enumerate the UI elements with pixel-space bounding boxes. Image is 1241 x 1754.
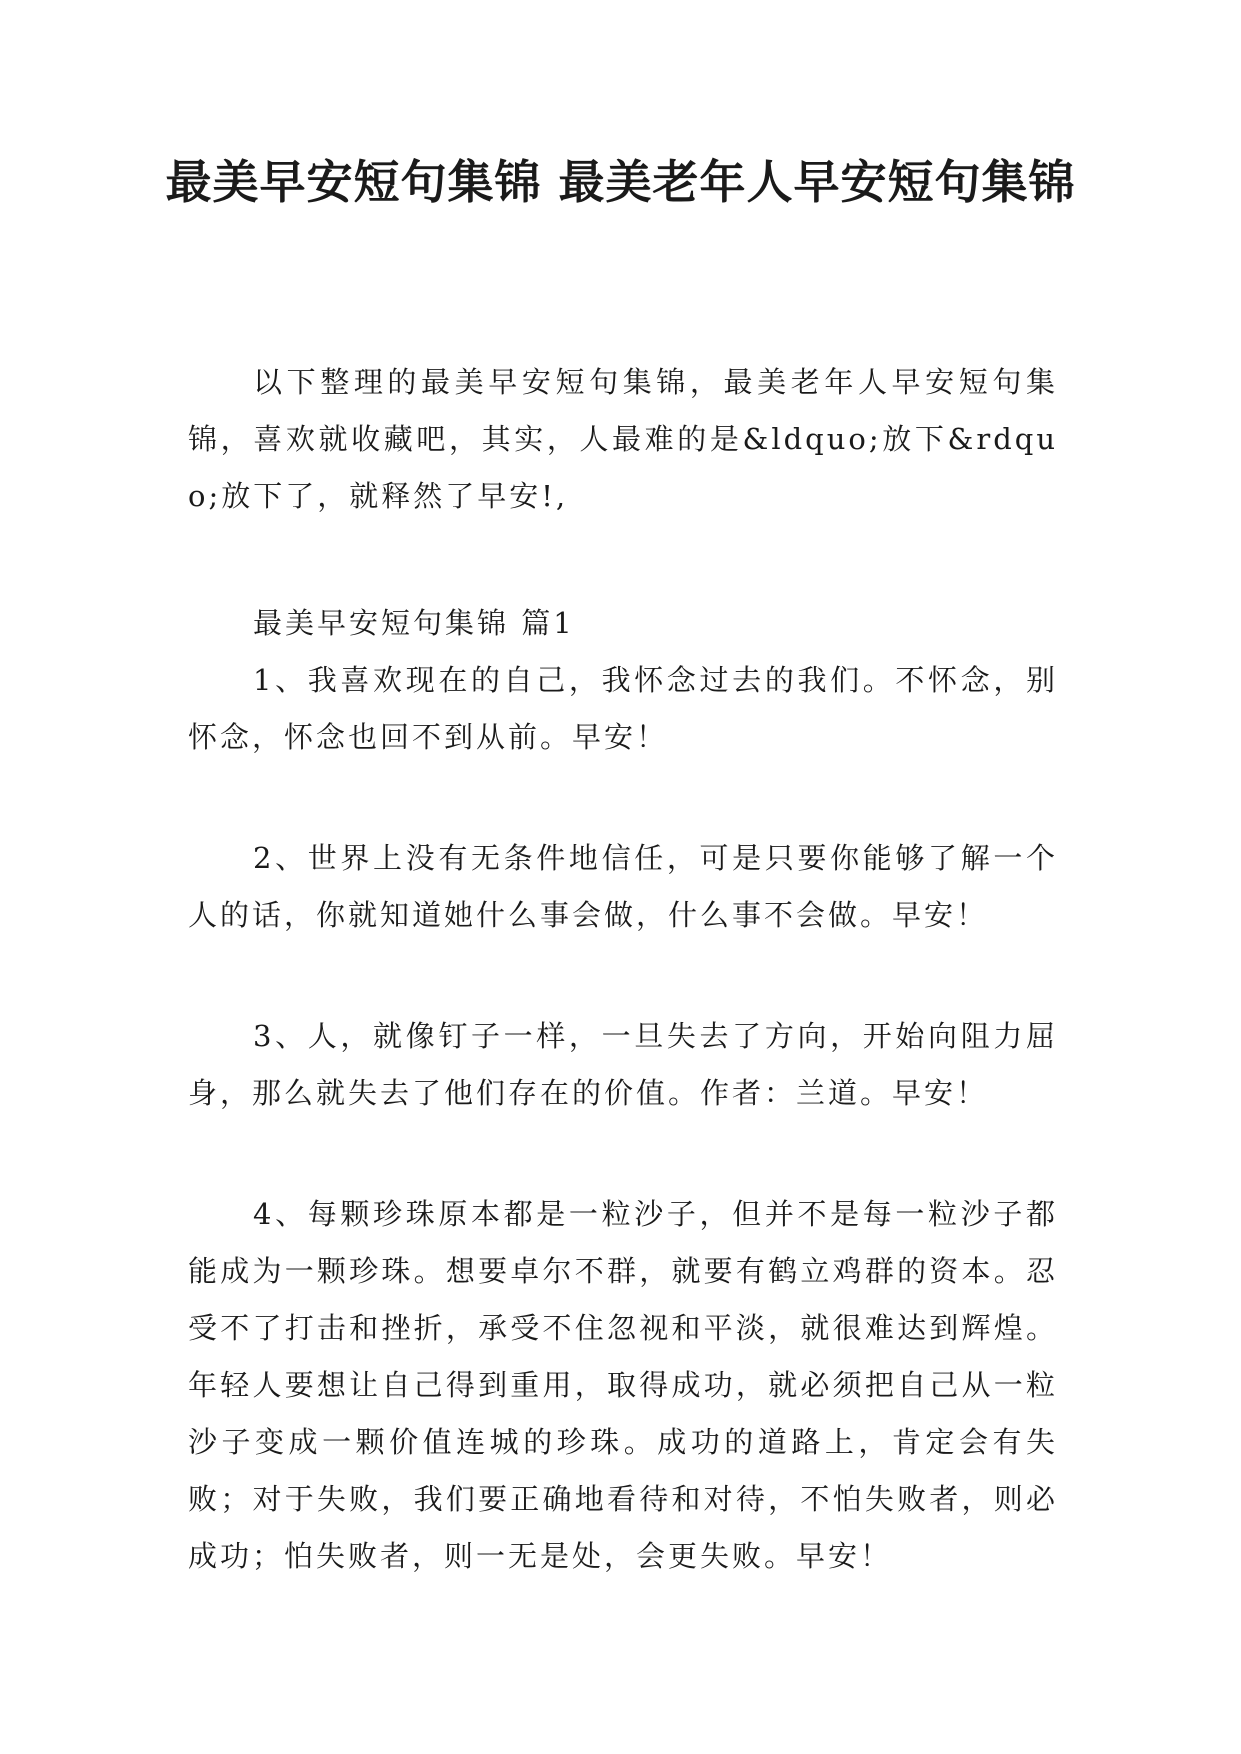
- paragraph-spacer: [188, 766, 1058, 830]
- list-item: 2、世界上没有无条件地信任，可是只要你能够了解一个人的话，你就知道她什么事会做，什么事不会做。早安！: [188, 841, 1058, 932]
- list-item: 1、我喜欢现在的自己，我怀念过去的我们。不怀念，别怀念，怀念也回不到从前。早安！: [188, 663, 1058, 754]
- list-item: 4、每颗珍珠原本都是一粒沙子，但并不是每一粒沙子都能成为一颗珍珠。想要卓尔不群，就要有鹤立鸡群的资本。忍受不了打击和挫折，承受不住忽视和平淡，就很难达到辉煌。年轻人要想让自己得到重用，取得成功，就必须把自己从一粒沙子变成一颗价值连城的珍珠。成功的道路上，肯定会有失败；对于失败，我们要正确地看待和对待，不怕失败者，则必成功；怕失败者，则一无是处，会更失败。早安！: [188, 1197, 1058, 1573]
- paragraph-spacer: [188, 1122, 1058, 1186]
- paragraph-spacer: [188, 525, 1058, 595]
- document-body: [188, 354, 1058, 1585]
- list-item: 3、人，就像钉子一样，一旦失去了方向，开始向阻力屈身，那么就失去了他们存在的价值。作者：兰道。早安！: [188, 1019, 1058, 1110]
- document-title: 最美早安短句集锦 最美老年人早安短句集锦: [165, 155, 1076, 209]
- paragraph-spacer: [188, 944, 1058, 1008]
- section-heading: 最美早安短句集锦 篇1: [253, 606, 575, 640]
- intro-paragraph: 以下整理的最美早安短句集锦，最美老年人早安短句集锦，喜欢就收藏吧，其实，人最难的是&ldquo;放下&rdquo;放下了，就释然了早安!,: [188, 365, 1058, 513]
